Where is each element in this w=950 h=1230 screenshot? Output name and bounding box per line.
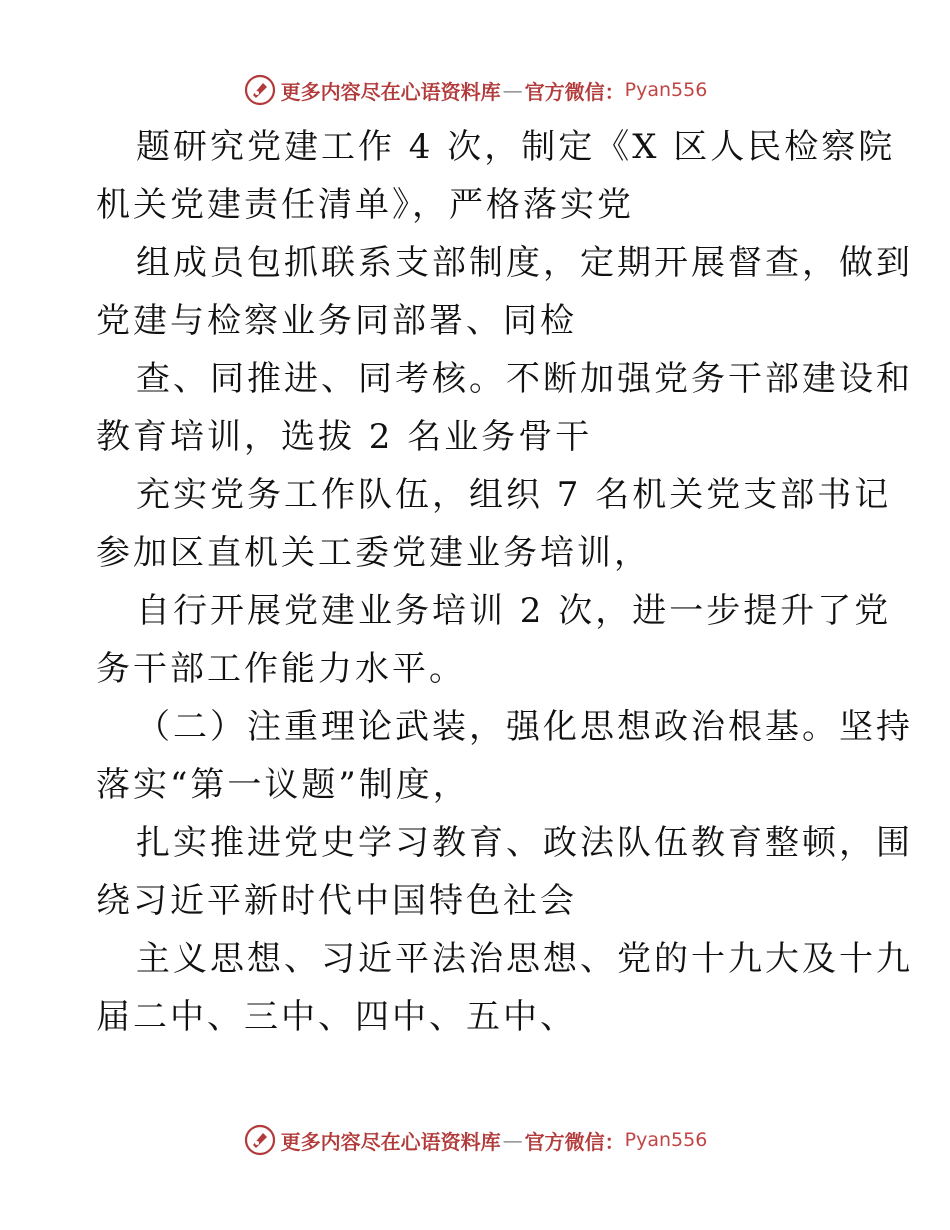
watermark-wechat-id: Pyan556 — [624, 1129, 708, 1151]
text-line: 届二中、三中、四中、五中、 — [96, 997, 577, 1037]
pen-nib-circle-icon — [243, 73, 277, 107]
text-line: 绕习近平新时代中国特色社会 — [96, 881, 577, 921]
text-line: 自行开展党建业务培训 2 次，进一步提升了党 — [136, 591, 892, 631]
text-line: 题研究党建工作 4 次，制定《X 区人民检察院 — [136, 127, 896, 167]
pen-nib-circle-icon — [243, 1123, 277, 1157]
watermark-right-text: 官方微信： — [524, 1129, 625, 1154]
text-line: 机关党建责任清单》，严格落实党 — [96, 185, 634, 225]
watermark-left-text: 更多内容尽在心语资料库 — [280, 1129, 501, 1154]
watermark-dash: — — [502, 78, 523, 102]
footer-watermark — [0, 1120, 950, 1160]
text-line: 参加区直机关工委党建业务培训， — [96, 533, 651, 573]
watermark-dash: — — [502, 1128, 523, 1152]
text-line: 党建与检察业务同部署、同检 — [96, 301, 577, 341]
text-line: 充实党务工作队伍，组织 7 名机关党支部书记 — [136, 475, 892, 515]
text-line: 扎实推进党史学习教育、政法队伍教育整顿，围 — [136, 823, 913, 863]
watermark-left-text: 更多内容尽在心语资料库 — [280, 79, 501, 104]
text-line: 主义思想、习近平法治思想、党的十九大及十九 — [136, 939, 913, 979]
text-line: 组成员包抓联系支部制度，定期开展督查，做到 — [136, 243, 913, 283]
watermark-right-text: 官方微信： — [524, 79, 625, 104]
watermark-wechat-id: Pyan556 — [624, 79, 708, 101]
header-watermark — [0, 70, 950, 110]
text-line: 务干部工作能力水平。 — [96, 649, 466, 689]
text-line: 落实“第一议题”制度， — [96, 765, 470, 805]
section-heading-line: （二）注重理论武装，强化思想政治根基。坚持 — [136, 707, 913, 747]
text-line: 教育培训，选拔 2 名业务骨干 — [96, 417, 593, 457]
text-line: 查、同推进、同考核。不断加强党务干部建设和 — [136, 359, 913, 399]
